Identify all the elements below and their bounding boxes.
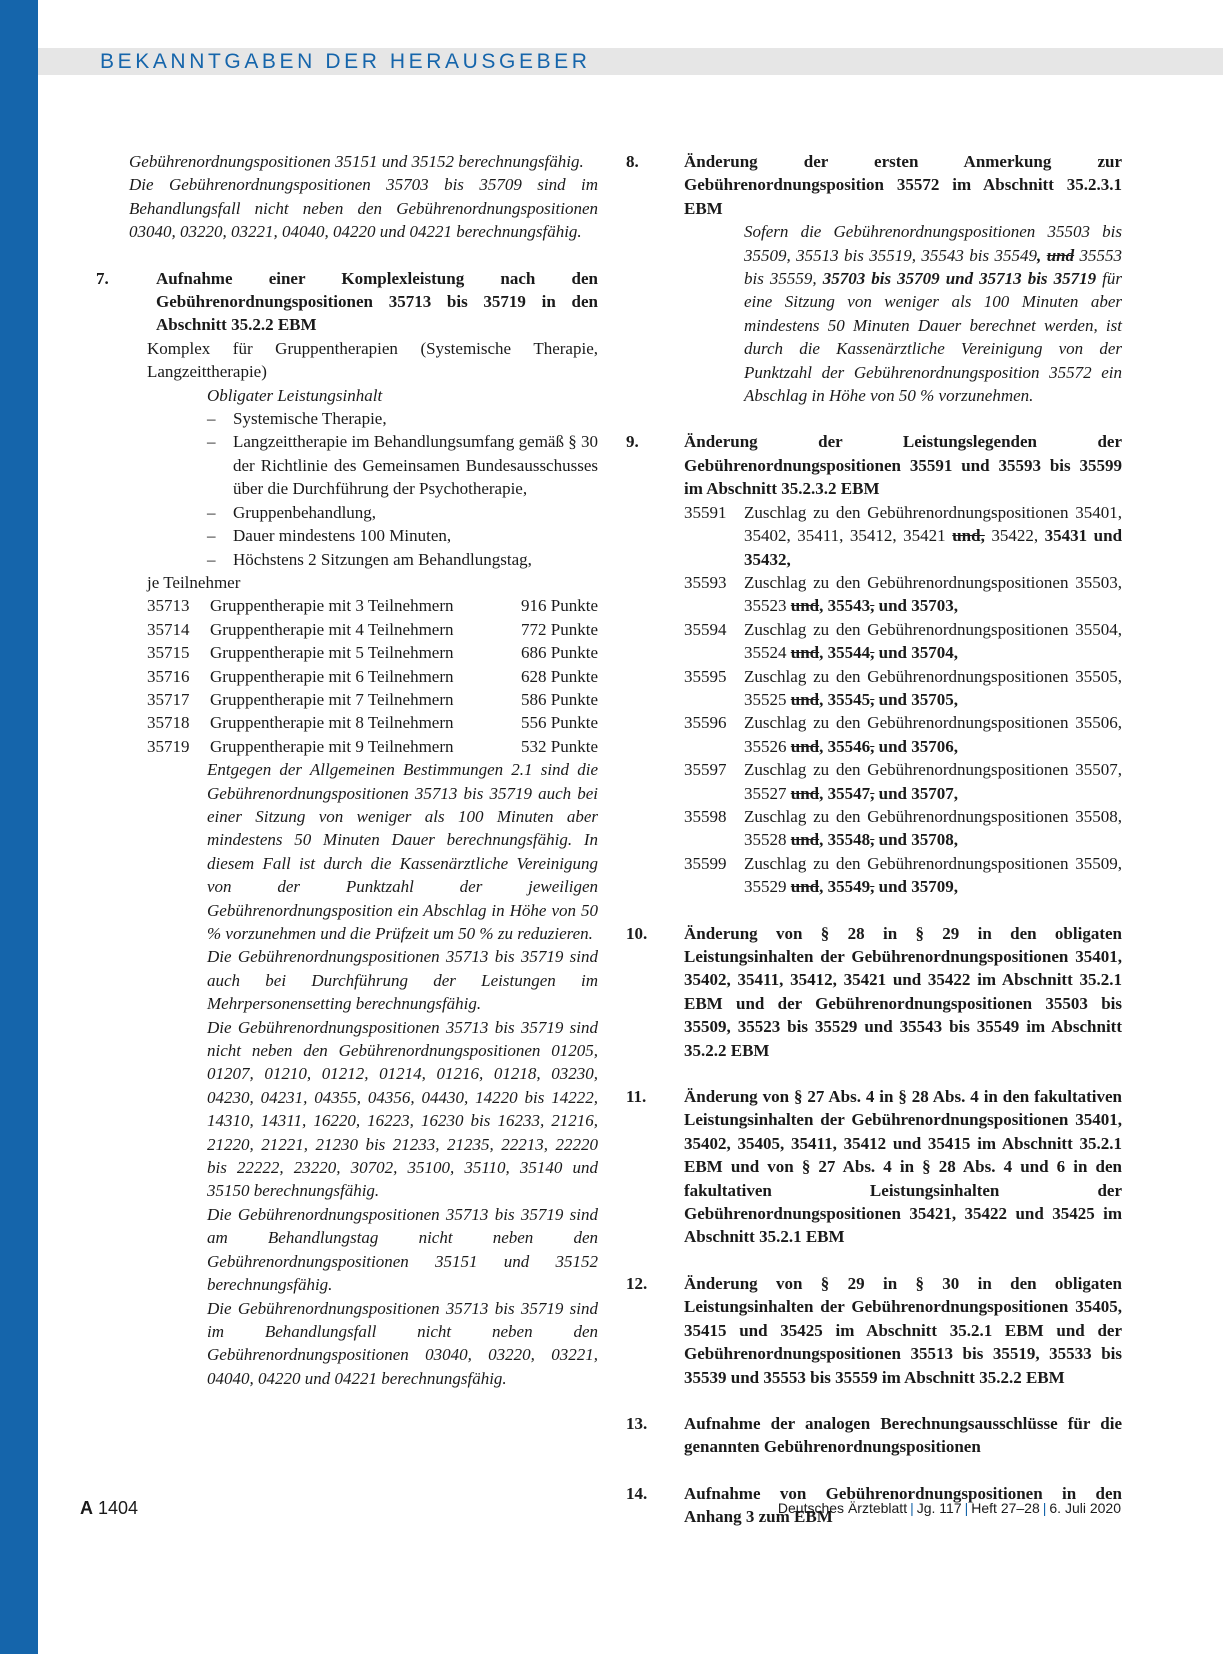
list-item: 35599 Zuschlag zu den Gebührenordnungspositionen 35509, 35529 und, 35549, und 35709, [684,853,1123,897]
list-item: 35594 Zuschlag zu den Gebührenordnungspositionen 35504, 35524 und, 35544, und 35704, [684,619,1123,663]
section-number: 13. [626,1413,648,1433]
table-row: 35716 Gruppentherapie mit 6 Teilnehmern 628 Punkte [147,666,598,686]
note-paragraph: Die Gebührenordnungspositionen 35713 bis 35719 sind am Behandlungstag nicht neben den Gebührenordnungspositionen 35151 und 35152 berechnungsfähig. [207,1204,598,1295]
gop-table [147,594,598,758]
table-row: 35715 Gruppentherapie mit 5 Teilnehmern 686 Punkte [147,643,598,663]
page-number [80,1498,138,1519]
table-row: 35713 Gruppentherapie mit 3 Teilnehmern 916 Punkte [147,596,598,616]
list-item: – Gruppenbehandlung, [207,502,377,522]
list-item: 35597 Zuschlag zu den Gebührenordnungspositionen 35507, 35527 und, 35547, und 35707, [684,760,1123,803]
section-heading: Änderung von § 29 in § 30 in den obligaten Leistungsinhalten der Gebührenordnungspositionen 35405, 35415 und 35425 im Abschnitt 35.2.1 EBM und der Gebührenordnungspositionen 35513 bis 35519, 35533 bis 35539 und 35553 bis 35559 im Abschnitt 35.2.2 EBM [684,1273,1122,1387]
left-top-paragraph-1: Gebührenordnungspositionen 35151 und 35152 berechnungsfähig. [129,152,584,171]
note-paragraph: Die Gebührenordnungspositionen 35713 bis 35719 sind auch bei Durchführung der Leistungen im Mehrpersonensetting berechnungsfähig. [207,947,598,1014]
section-8-number: 8. [626,152,639,171]
journal-name: Deutsches Ärzteblatt [777,1500,908,1516]
left-column [66,150,598,1390]
section-7-notes [147,758,598,1390]
section-8-heading: Änderung der ersten Anmerkung zur Gebührenordnungsposition 35572 im Abschnitt 35.2.3.1 EBM [684,152,1122,218]
list-item: 35598 Zuschlag zu den Gebührenordnungspositionen 35508, 35528 und, 35548, und 35708, [684,806,1123,850]
obligate-label: Obligater Leistungsinhalt [207,385,383,405]
section-8-note: Sofern die Gebührenordnungspositionen 35503 bis 35509, 35513 bis 35519, 35543 bis 35549, und 35553 bis 35559, 35703 bis 35709 und 35713 bis 35719 für eine Sitzung von weniger als 100 Minuten aber mindestens 50 Minuten Dauer berechnet werden, ist durch die Kassenärztliche Vereinigung von der Punktzahl der Gebührenordnungsposition 35572 ein Abschlag in Höhe von 50 % vorzunehmen. [744,222,1123,406]
obligate-list [147,407,598,571]
page-number-value: 1404 [98,1498,139,1518]
section-number: 14. [626,1483,648,1503]
section-header-title: BEKANNTGABEN DER HERAUSGEBER [100,50,591,73]
journal-citation: Deutsches Ärzteblatt | Jg. 117 | Heft 27–28 | 6. Juli 2020 [777,1500,1121,1516]
section-8 [622,150,1122,407]
section-12 [622,1272,1122,1389]
section-heading: Änderung von § 28 in § 29 in den obligaten Leistungsinhalten der Gebührenordnungspositionen 35401, 35402, 35411, 35412, 35421 und 35422 im Abschnitt 35.2.1 EBM und der Gebührenordnungspositionen 35503 bis 35509, 35523 bis 35529 und 35543 bis 35549 im Abschnitt 35.2.2 EBM [684,923,1122,1060]
list-item: 35591 Zuschlag zu den Gebührenordnungspositionen 35401, 35402, 35411, 35412, 35421 und, 35422, 35431 und 35432, [684,502,1123,569]
section-7-body [66,337,598,1390]
list-item: 35596 Zuschlag zu den Gebührenordnungspositionen 35506, 35526 und, 35546, und 35706, [684,713,1123,756]
section-13 [622,1412,1122,1459]
journal-date: 6. Juli 2020 [1049,1500,1121,1516]
supplement-list [684,501,1122,899]
section-10 [622,922,1122,1062]
section-7-number: 7. [96,268,109,288]
section-heading: Aufnahme der analogen Berechnungsausschlüsse für die genannten Gebührenordnungspositionen [684,1413,1122,1457]
table-row: 35718 Gruppentherapie mit 8 Teilnehmern 556 Punkte [147,713,598,733]
note-paragraph: Die Gebührenordnungspositionen 35713 bis 35719 sind nicht neben den Gebührenordnungspositionen 01205, 01207, 01210, 01212, 01214, 01216, 01218, 03230, 04230, 04231, 04355, 04356, 04430, 14220 bis 14222, 14310, 14311, 16220, 16223, 16230 bis 16233, 21216, 21220, 21221, 21230 bis 21233, 21235, 22213, 22220 bis 22222, 23220, 30702, 35100, 35110, 35140 und 35150 berechnungsfähig. [207,1017,598,1201]
section-7-heading: Aufnahme einer Komplexleistung nach den Gebührenordnungspositionen 35713 bis 35719 in den Abschnitt 35.2.2 EBM [156,268,598,335]
section-number: 11. [626,1087,647,1107]
page-letter: A [80,1498,93,1518]
section-7 [66,267,598,337]
note-paragraph: Entgegen der Allgemeinen Bestimmungen 2.1 sind die Gebührenordnungspositionen 35713 bis 35719 auch bei einer Sitzung von weniger als 100 Minuten aber mindestens 50 Minuten Dauer berechnungsfähig. In diesem Fall ist durch die Kassenärztliche Vereinigung von der Punktzahl der jeweiligen Gebührenordnungsposition ein Abschlag in Höhe von 50 % vorzunehmen und die Prüfzeit um 50 % zu reduzieren. [207,760,598,943]
journal-volume: Jg. 117 [916,1500,962,1516]
left-top-paragraph-2: Die Gebührenordnungspositionen 35703 bis 35709 sind im Behandlungsfall nicht neben den Gebührenordnungspositionen 03040, 03220, 03221, 04040, 04220 und 04221 berechnungsfähig. [129,175,598,242]
section-heading: Aufnahme von Gebührenordnungspositionen in den Anhang 3 zum EBM [684,1483,1122,1527]
section-11 [622,1085,1122,1249]
per-participant-label: je Teilnehmer [147,572,241,592]
list-item: 35595 Zuschlag zu den Gebührenordnungspositionen 35505, 35525 und, 35545, und 35705, [684,666,1123,709]
journal-issue: Heft 27–28 [971,1500,1040,1516]
note-paragraph: Die Gebührenordnungspositionen 35713 bis 35719 sind im Behandlungsfall nicht neben den Gebührenordnungspositionen 03040, 03220, 03221, 04040, 04220 und 04221 berechnungsfähig. [207,1298,598,1388]
section-7-intro: Komplex für Gruppentherapien (Systemische Therapie, Langzeittherapie) [147,338,598,382]
section-number: 10. [626,923,648,943]
list-item: 35593 Zuschlag zu den Gebührenordnungspositionen 35503, 35523 und, 35543, und 35703, [684,572,1123,616]
left-accent-bar [0,0,38,1654]
table-row: 35717 Gruppentherapie mit 7 Teilnehmern 586 Punkte [147,689,598,709]
table-row: 35719 Gruppentherapie mit 9 Teilnehmern 532 Punkte [147,736,598,756]
list-item: – Langzeittherapie im Behandlungsumfang gemäß § 30 der Richtlinie des Gemeinsamen Bundesausschusses über die Durchführung der Psychotherapie, [207,432,598,499]
list-item: – Höchstens 2 Sitzungen am Behandlungstag, [207,549,532,569]
list-item: – Systemische Therapie, [207,409,387,429]
section-heading: Änderung von § 27 Abs. 4 in § 28 Abs. 4 in den fakultativen Leistungsinhalten der Gebührenordnungspositionen 35401, 35402, 35405, 35411, 35412 und 35415 im Abschnitt 35.2.1 EBM und von § 27 Abs. 4 in § 28 Abs. 4 und 6 in den fakultativen Leistungsinhalten der Gebührenordnungspositionen 35421, 35422 und 35425 im Abschnitt 35.2.1 EBM [684,1087,1122,1247]
list-item: – Dauer mindestens 100 Minuten, [207,526,452,546]
table-row: 35714 Gruppentherapie mit 4 Teilnehmern 772 Punkte [147,619,598,639]
section-9-heading: Änderung der Leistungslegenden der Gebührenordnungspositionen 35591 und 35593 bis 35599 im Abschnitt 35.2.3.2 EBM [684,432,1122,499]
section-9-number: 9. [626,432,639,452]
section-9 [622,430,1122,898]
right-column [622,150,1122,1529]
section-number: 12. [626,1273,648,1293]
